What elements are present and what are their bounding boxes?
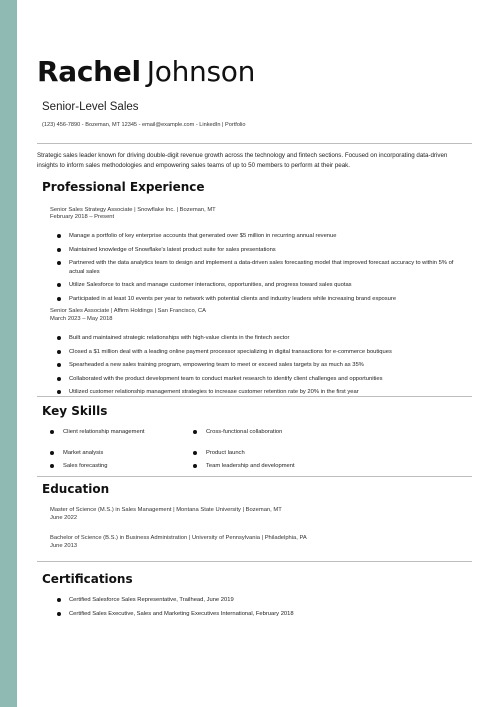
divider	[37, 561, 472, 562]
list-item: Collaborated with the product development team to conduct market research to identify client challenges and opportunities	[57, 375, 467, 384]
bullet-icon	[193, 464, 197, 468]
divider	[37, 476, 472, 477]
first-name: Rachel	[37, 55, 141, 88]
candidate-name	[37, 55, 256, 88]
bullet-icon	[57, 248, 61, 252]
divider	[37, 143, 472, 144]
certification-list	[57, 596, 467, 623]
bullet-icon	[57, 234, 61, 238]
list-item: Manage a portfolio of key enterprise accounts that generated over $5 million in recurring annual revenue	[57, 232, 467, 241]
list-item: Partnered with the data analytics team to design and implement a data-driven sales forecasting model that improved forecast accuracy to within 5% of actual sales	[57, 259, 467, 276]
job-bullets	[57, 334, 467, 402]
list-item: Utilized customer relationship management strategies to increase customer retention rate by 20% in the first year	[57, 388, 467, 397]
education-date: June 2013	[50, 543, 78, 549]
skill-item: Client relationship management	[50, 428, 183, 437]
list-item: Participated in at least 10 events per year to network with potential clients and industry leaders while increasing brand exposure	[57, 295, 467, 304]
bullet-icon	[50, 451, 54, 455]
list-item: Built and maintained strategic relationships with high-value clients in the fintech sector	[57, 334, 467, 343]
bullet-icon	[193, 430, 197, 434]
bullet-icon	[57, 363, 61, 367]
job-dates: March 2023 – May 2018	[50, 316, 113, 322]
bullet-icon	[57, 283, 61, 287]
bullet-icon	[57, 390, 61, 394]
last-name: Johnson	[146, 55, 256, 88]
job-role: Senior-Level Sales	[42, 101, 139, 113]
section-title-skills: Key Skills	[42, 404, 108, 418]
list-item: Utilize Salesforce to track and manage customer interactions, opportunities, and progress toward sales quotas	[57, 281, 467, 290]
bullet-icon	[57, 612, 61, 616]
job-title: Senior Sales Strategy Associate | Snowflake Inc. | Bozeman, MT	[50, 207, 216, 213]
list-item: Certified Salesforce Sales Representative, Trailhead, June 2019	[57, 596, 467, 605]
summary: Strategic sales leader known for driving double-digit revenue growth across the technology and fintech sections. Focused on incorporating data-driven insights to inform sales methodologies and empowering sales teams of up to 50 members to perform at their peak.	[37, 152, 448, 169]
section-title-experience: Professional Experience	[42, 180, 205, 194]
education-degree: Bachelor of Science (B.S.) in Business Administration | University of Pennsylvania | Philadelphia, PA	[50, 535, 307, 541]
list-item: Certified Sales Executive, Sales and Marketing Executives International, February 2018	[57, 610, 467, 619]
skill-item: Cross-functional collaboration	[193, 428, 406, 437]
bullet-icon	[50, 430, 54, 434]
bullet-icon	[57, 297, 61, 301]
skill-item: Team leadership and development	[193, 462, 406, 471]
section-title-certifications: Certifications	[42, 572, 133, 586]
job-bullets	[57, 232, 467, 308]
bullet-icon	[50, 464, 54, 468]
divider	[37, 396, 472, 397]
bullet-icon	[193, 451, 197, 455]
list-item: Closed a $1 million deal with a leading online payment processor specializing in digital transactions for e-commerce boutiques	[57, 348, 467, 357]
list-item: Maintained knowledge of Snowflake's latest product suite for sales presentations	[57, 246, 467, 255]
skill-item: Sales forecasting	[50, 462, 183, 471]
section-title-education: Education	[42, 482, 110, 496]
job-dates: February 2018 – Present	[50, 214, 115, 220]
contact-line: (123) 456-7890 - Bozeman, MT 12345 - email@example.com - LinkedIn | Portfolio	[42, 122, 246, 128]
bullet-icon	[57, 598, 61, 602]
skill-item: Market analysis	[50, 449, 183, 458]
list-item: Spearheaded a new sales training program, empowering team to meet or exceed sales targets by as much as 35%	[57, 361, 467, 370]
education-date: June 2022	[50, 515, 78, 521]
education-degree: Master of Science (M.S.) in Sales Management | Montana State University | Bozeman, MT	[50, 507, 282, 513]
bullet-icon	[57, 261, 61, 265]
bullet-icon	[57, 377, 61, 381]
bullet-icon	[57, 350, 61, 354]
job-title: Senior Sales Associate | Affirm Holdings | San Francisco, CA	[50, 308, 206, 314]
accent-sidebar	[0, 0, 17, 707]
bullet-icon	[57, 336, 61, 340]
skill-item: Product launch	[193, 449, 406, 458]
